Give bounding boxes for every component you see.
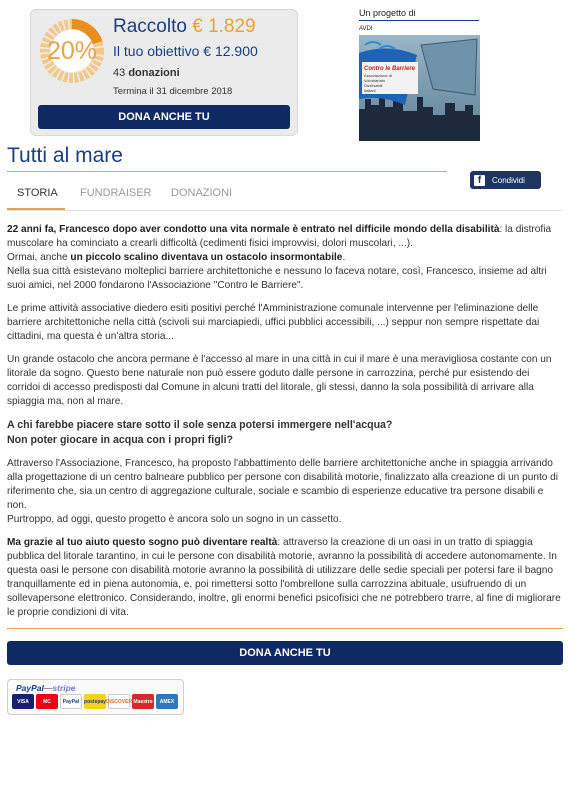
payment-methods xyxy=(7,679,184,715)
story-paragraph-5 xyxy=(7,536,563,620)
campaign-end-date: Termina il 31 dicembre 2018 xyxy=(113,86,233,97)
mastercard-icon: MC xyxy=(36,694,58,709)
story-body xyxy=(7,223,563,629)
page-title: Tutti al mare xyxy=(7,144,123,167)
donations-number: 43 xyxy=(113,67,126,79)
story-end-divider xyxy=(7,628,563,629)
story-p4: Attraverso l'Associazione, Francesco, ha proposto l'abbattimento delle barriere architettoniche anche in spiaggia arrivando alla progettazione di un centro balneare pubblico per persone con disabilità motorie, finalizzato alla creazione di un punto di riferimento che, sia un centro di aggregazione culturale, sociale e scambio di esperienze educative tra persone disabili e non. xyxy=(7,458,559,511)
story-p1b-bold: un piccolo scalino diventava un ostacolo insormontabile xyxy=(70,252,343,263)
progress-percent: 20% xyxy=(46,36,98,65)
story-question-1: A chi farebbe piacere stare sotto il sole senza potersi immergere nell'acqua? xyxy=(7,419,393,431)
story-p1-bold: 22 anni fa, Francesco dopo aver condotto una vita normale è entrato nel difficile mondo della disabilità xyxy=(7,224,500,235)
stripe-logo: stripe xyxy=(52,683,76,693)
project-of-label: Un progetto di xyxy=(359,8,416,18)
donations-label: donazioni xyxy=(128,67,180,79)
card-logos xyxy=(12,694,178,709)
org-logo-line-1: Associazione di xyxy=(364,73,392,78)
story-p5-rest: : attraverso la creazione di un oasi in un tratto di spiaggia pubblica del litorale tarantino, in cui le persone con disabilità motorie, avranno la possibilità di accedere autonomamente. In questa oasi le persone con disabilità motorie avranno la possibilità di utilizzare delle sedie speciali per potersi fare il bagno tranquillamente ed in piena autonomia, e, poi rimettersi sotto l'ombrellone sulla carrozzina abituale, usufruendo di un sollevapersone elettronico. Considerando, inoltre, gli enormi benefici psicofisici che ne potrebbero trarre, al fine di migliorare le proprie condizioni di vita. xyxy=(7,537,561,618)
donate-button-bottom[interactable]: DONA ANCHE TU xyxy=(7,641,563,665)
donations-count xyxy=(113,67,180,79)
donate-button-top[interactable]: DONA ANCHE TU xyxy=(38,105,290,129)
tab-storia[interactable]: STORIA xyxy=(17,187,58,199)
facebook-icon: f xyxy=(474,175,485,186)
story-p4b: Purtroppo, ad oggi, questo progetto è ancora solo un sogno in un cassetto. xyxy=(7,514,342,525)
story-paragraph-1 xyxy=(7,223,563,293)
story-p5-bold: Ma grazie al tuo aiuto questo sogno può diventare realtà xyxy=(7,537,278,548)
payment-providers: PayPal—stripe xyxy=(16,683,76,693)
visa-card-icon: VISA xyxy=(12,694,34,709)
story-p1b-b: . xyxy=(342,252,346,263)
story-questions xyxy=(7,418,563,448)
raised-value: € 1.829 xyxy=(192,16,256,37)
org-logo-line-4: Italiani xyxy=(364,88,376,93)
org-logo-line-3: Diversabili xyxy=(364,83,383,88)
discover-card-icon: DISCOVER xyxy=(108,694,130,709)
org-logo-line-2: Volontariato xyxy=(364,78,386,83)
campaign-stats-card xyxy=(30,9,298,136)
org-logo-title: Contro le Barriere xyxy=(364,66,416,72)
story-paragraph-2: Le prime attività associative diedero esiti positivi perché l'Amministrazione comunale intervenne per l'eliminazione delle barriere architettoniche nella città (scivoli sui marciapiedi, uffici pubblici accessibili, ...) seppur non sempre rispettate dai cittadini, ma questa è un'altra storia... xyxy=(7,303,540,342)
story-paragraph-4 xyxy=(7,457,563,527)
goal-amount: Il tuo obiettivo € 12.900 xyxy=(113,43,258,59)
tabs-divider xyxy=(7,210,563,211)
facebook-share-button[interactable] xyxy=(470,171,541,189)
story-p1b-a: Ormai, anche xyxy=(7,252,71,263)
org-logo xyxy=(359,35,480,141)
story-paragraph-3: Un grande ostacolo che ancora permane è l'accesso al mare in una città in cui il mare è una meravigliosa costante con un litorale da sogno. Questo bene naturale non può essere goduto dalle persone in carrozzina, perché pur esistendo dei corridoi di accesso predisposti dal Comune in alcuni tratti del litorale, gli stessi, danno la sola possibilità di arrivare alla spiaggia ma, non al mare. xyxy=(7,354,552,407)
project-org-name: AVDI xyxy=(359,26,373,32)
postepay-card-icon: postepay xyxy=(84,694,106,709)
amex-card-icon: AMEX xyxy=(156,694,178,709)
story-p1-rest: : la distrofia muscolare ha cominciato a crearli difficoltà (cedimenti fisici improvvisi, dolori muscolari, ...). xyxy=(7,224,552,249)
paypal-logo: PayPal xyxy=(16,683,44,693)
maestro-card-icon: Maestro xyxy=(132,694,154,709)
paypal-card-icon: PayPal xyxy=(60,694,82,709)
raised-amount xyxy=(113,16,256,38)
project-divider xyxy=(359,20,479,21)
share-label: Condividi xyxy=(492,175,525,185)
tab-fundraiser[interactable]: FUNDRAISER xyxy=(80,187,152,199)
raised-label: Raccolto xyxy=(113,16,187,37)
story-p1c: Nella sua città esistevano molteplici barriere architettoniche e nessuno lo faceva notare, così, Francesco, insieme ad altri suoi amici, nel 2000 fondarono l'Associazione "Contro le Barriere". xyxy=(7,266,547,291)
story-question-2: Non poter giocare in acqua con i propri figli? xyxy=(7,434,234,446)
title-divider xyxy=(7,171,447,172)
tab-donazioni[interactable]: DONAZIONI xyxy=(171,187,233,199)
